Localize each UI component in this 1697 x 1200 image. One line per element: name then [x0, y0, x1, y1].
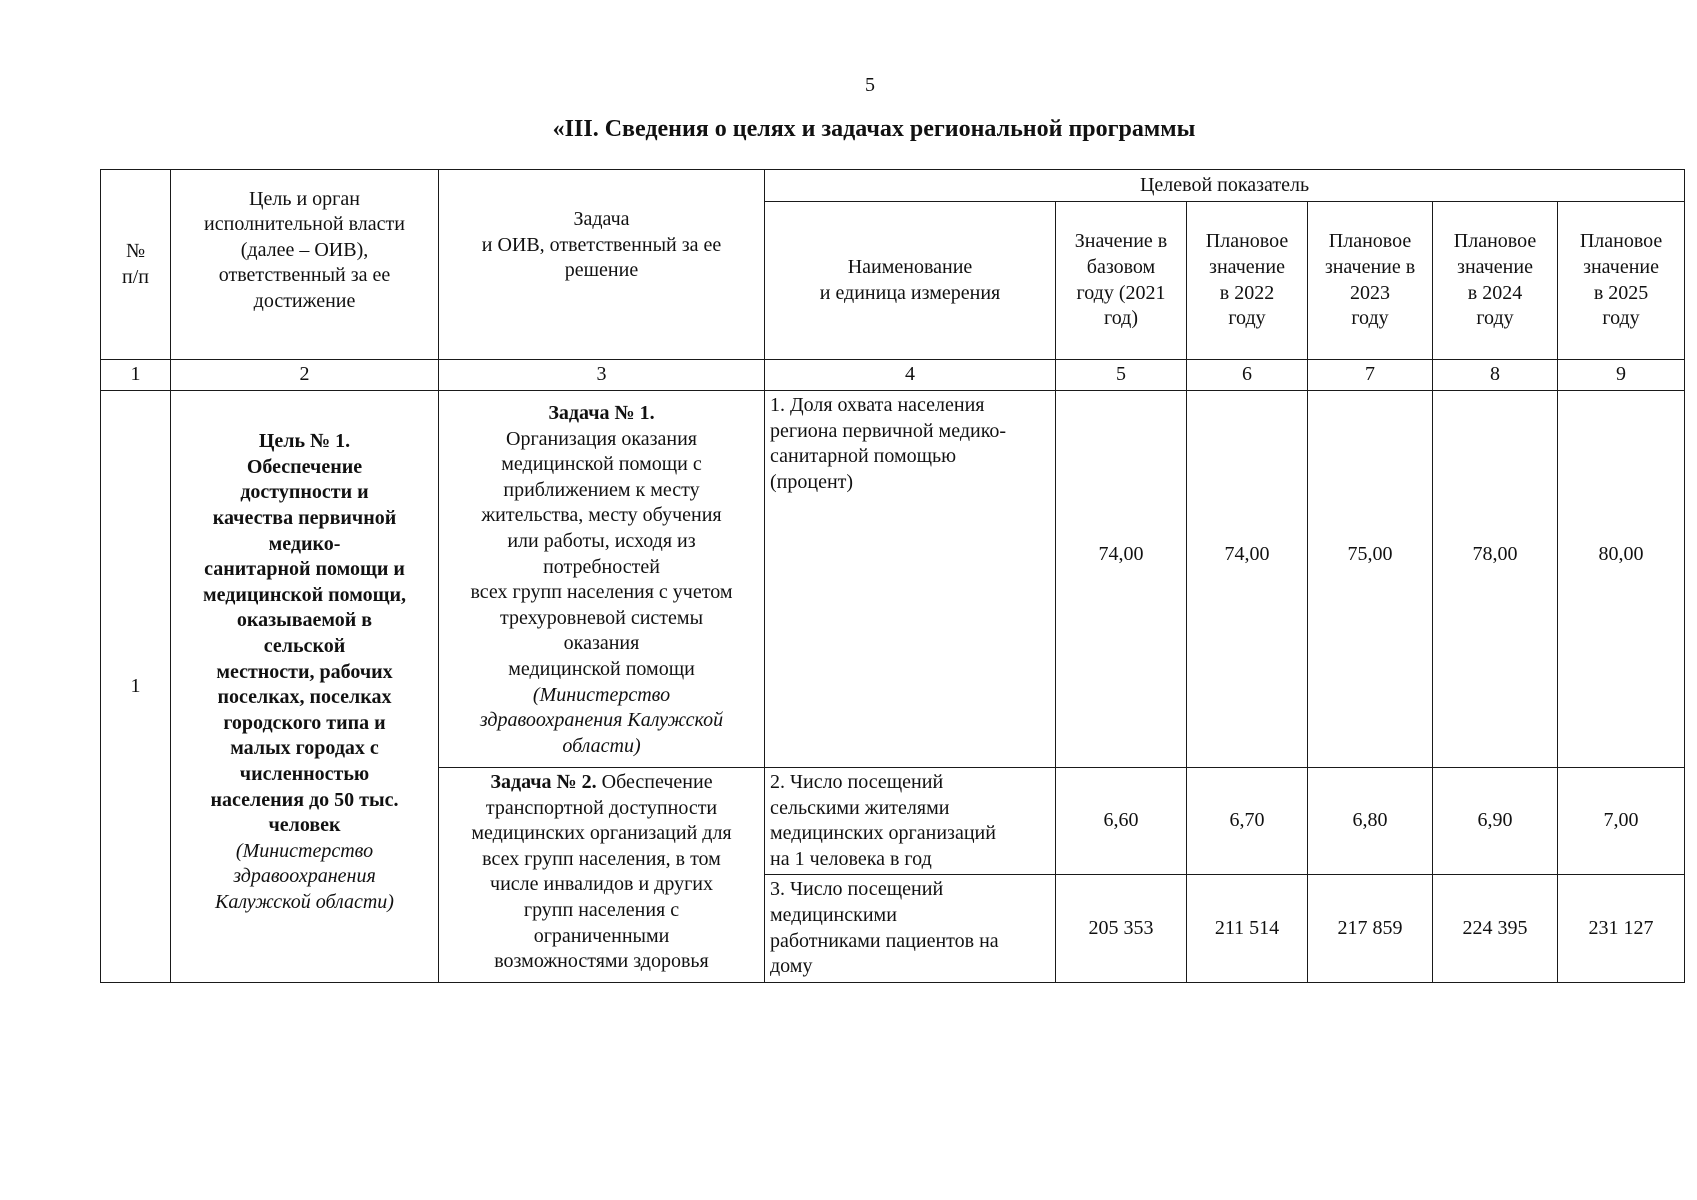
page-number: 5 [865, 74, 875, 96]
indicator-value: 6,60 [1056, 768, 1187, 875]
indicator-value: 205 353 [1056, 875, 1187, 982]
column-index: 9 [1558, 360, 1685, 391]
header-indicator-name: Наименование и единица измерения [765, 202, 1056, 360]
column-index-row [101, 360, 1685, 391]
indicator-value: 6,70 [1187, 768, 1308, 875]
header-plan-2023: Плановое значение в 2023 году [1308, 202, 1433, 360]
goals-table [100, 169, 1685, 983]
indicator-value: 74,00 [1056, 391, 1187, 768]
indicator-value: 217 859 [1308, 875, 1433, 982]
indicator-name: 1. Доля охвата населения региона первичной медико- санитарной помощью (процент) [765, 391, 1056, 768]
header-row-1 [101, 170, 1685, 202]
indicator-value: 224 395 [1433, 875, 1558, 982]
header-plan-2025: Плановое значение в 2025 году [1558, 202, 1685, 360]
header-task: Задача и ОИВ, ответственный за ее решение [439, 170, 765, 360]
header-plan-2024: Плановое значение в 2024 году [1433, 202, 1558, 360]
indicator-value: 231 127 [1558, 875, 1685, 982]
column-index: 1 [101, 360, 171, 391]
column-index: 8 [1433, 360, 1558, 391]
indicator-value: 75,00 [1308, 391, 1433, 768]
goal-cell: Цель № 1. Обеспечение доступности и качества первичной медико- санитарной помощи и медицинской помощи, оказываемой в сельской местности, рабочих поселках, поселках городского типа и малых городах с численностью населения до 50 тыс. человек (Министерство здравоохранения Калужской области) [171, 391, 439, 983]
row-number: 1 [101, 391, 171, 983]
section-title: «III. Сведения о целях и задачах региональной программы [552, 116, 1196, 142]
table-row [101, 391, 1685, 768]
header-target-indicator: Целевой показатель [765, 170, 1685, 202]
column-index: 3 [439, 360, 765, 391]
column-index: 6 [1187, 360, 1308, 391]
task-1-cell: Задача № 1. Организация оказания медицинской помощи с приближением к месту жительства, месту обучения или работы, исходя из потребностей всех групп населения с учетом трехуровневой системы оказания медицинской помощи (Министерство здравоохранения Калужской области) [439, 391, 765, 768]
header-goal: Цель и орган исполнительной власти (далее – ОИВ), ответственный за ее достижение [171, 170, 439, 360]
header-num: № п/п [101, 170, 171, 360]
indicator-value: 80,00 [1558, 391, 1685, 768]
indicator-value: 211 514 [1187, 875, 1308, 982]
column-index: 7 [1308, 360, 1433, 391]
column-index: 2 [171, 360, 439, 391]
column-index: 5 [1056, 360, 1187, 391]
indicator-value: 6,80 [1308, 768, 1433, 875]
column-index: 4 [765, 360, 1056, 391]
indicator-value: 6,90 [1433, 768, 1558, 875]
indicator-name: 2. Число посещений сельскими жителями медицинских организаций на 1 человека в год [765, 768, 1056, 875]
header-base-value: Значение в базовом году (2021 год) [1056, 202, 1187, 360]
indicator-value: 7,00 [1558, 768, 1685, 875]
indicator-value: 74,00 [1187, 391, 1308, 768]
indicator-name: 3. Число посещений медицинскими работниками пациентов на дому [765, 875, 1056, 982]
header-plan-2022: Плановое значение в 2022 году [1187, 202, 1308, 360]
indicator-value: 78,00 [1433, 391, 1558, 768]
task-2-cell: Задача № 2. Обеспечение транспортной доступности медицинских организаций для всех групп населения, в том числе инвалидов и других групп населения с ограниченными возможностями здоровья [439, 768, 765, 983]
